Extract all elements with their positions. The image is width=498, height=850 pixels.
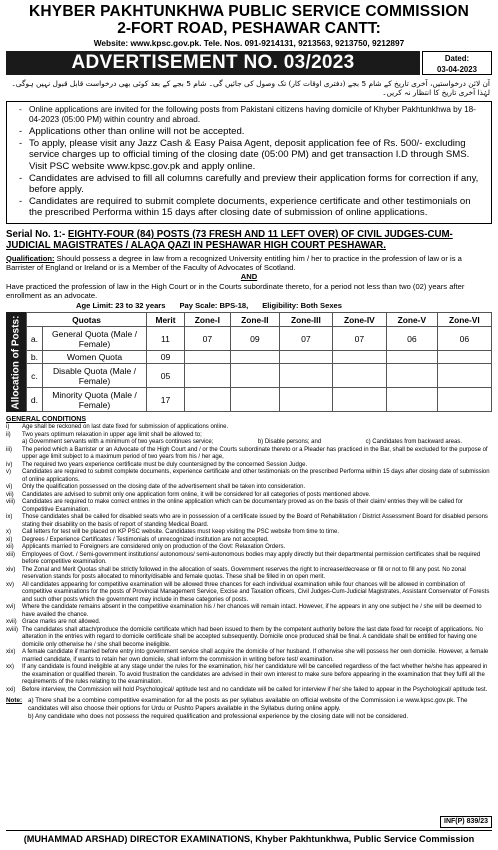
column-header: Merit xyxy=(147,313,185,327)
condition-number: xiii) xyxy=(6,551,15,558)
condition-text: Degrees / Experience Certificates / Testimonials of unrecognized institution are not accepted. xyxy=(22,536,269,543)
condition-item xyxy=(6,424,492,432)
general-conditions xyxy=(6,416,492,694)
general-conditions-title: GENERAL CONDITIONS xyxy=(6,416,86,424)
column-header: Zone-V xyxy=(387,313,438,327)
condition-text: Only the qualification possessed on the closing date of the advertisement shall be taken into consideration. xyxy=(22,484,306,491)
table-cell: 09 xyxy=(230,327,279,351)
row-index: a. xyxy=(27,327,43,351)
column-header: Zone-III xyxy=(279,313,332,327)
notice-item: - Candidates are required to submit complete documents, experience certificate and other testimonials on the prescribed Performa within 15 days after closing date of submission of online applications. xyxy=(17,196,483,218)
condition-item xyxy=(6,627,492,650)
serial-heading xyxy=(6,229,492,252)
row-index: b. xyxy=(27,351,43,364)
advert-banner xyxy=(6,51,492,75)
condition-text: A female candidate if married before entry into government service shall acquire the domicile of her husband. If otherwise she will possess her own domicile. However, a female married candidate, if wants to retain her own domicile, shall inform the commission in writing before test/ examination. xyxy=(22,649,489,663)
allocation-label-text: Allocation of Posts: xyxy=(10,315,22,410)
condition-number: xvi) xyxy=(6,604,16,611)
condition-number: v) xyxy=(6,469,11,476)
table-cell: 07 xyxy=(279,327,332,351)
note-a-text: a) There shall be a combine competitive examination for all the posts as per syllabus available on official website of the Commission i.e www.kpsc.gov.pk. The candidates will also choose their options for Urdu or Pushto Papers available in the Syllabus during online apply. xyxy=(28,697,468,712)
table-cell xyxy=(437,351,491,364)
condition-number: vi) xyxy=(6,484,13,491)
table-cell xyxy=(230,364,279,388)
serial-text: EIGHTY-FOUR (84) POSTS (73 FRESH AND 11 LEFT OVER) OF CIVIL JUDGES-CUM-JUDICIAL MAGISTRATES / ALAQA QAZI IN PESHAWAR HIGH COURT PESHAWAR. xyxy=(6,228,453,252)
condition-subitem: c) Candidates from backward areas. xyxy=(365,439,462,446)
condition-text: Candidates are required to submit complete documents, experience certificate and other testimonials on the prescribed Performa within 15 days after closing date of submission of online applications. xyxy=(22,469,490,483)
condition-text: Candidates are required to make correct entries in the online application which can be documentary proved as on the basis of their claim/ entries they will be called for Competitive Examination. xyxy=(22,499,463,513)
condition-item xyxy=(6,484,492,492)
condition-number: iii) xyxy=(6,446,12,453)
condition-item xyxy=(6,552,492,567)
condition-item xyxy=(6,492,492,500)
condition-item xyxy=(6,604,492,619)
table-row xyxy=(27,388,492,412)
allocation-side-label xyxy=(6,312,26,412)
column-header: Zone-II xyxy=(230,313,279,327)
condition-text: The candidates shall attach/produce the domicile certificate which had been issued to them by the competent authority before the last date fixed for receipt of applications. No alteration in the entries with regard to domicile certificate shall be accepted subsequently. Domicile once produced shall be final. A candidate shall be entitled for having one domicile only otherwise he / she shall become ineligible. xyxy=(22,626,483,648)
commission-address: 2-FORT ROAD, PESHAWAR CANTT: xyxy=(117,20,381,37)
table-header-row xyxy=(27,313,492,327)
table-cell xyxy=(184,388,230,412)
condition-number: iv) xyxy=(6,461,13,468)
condition-text: Before interview, the Commission will hold Psychological/ aptitude test and no candidate will be called for interview if he/ she failed to appear in the Psychological/ aptitude test. xyxy=(22,686,488,693)
condition-item xyxy=(6,529,492,537)
table-cell xyxy=(437,364,491,388)
condition-number: xix) xyxy=(6,649,16,656)
notice-item: - Online applications are invited for the following posts from Pakistani citizens having domicile of Khyber Pakhtunkhwa by 18-04-2023 (05:00 PM) within country and abroad. xyxy=(17,105,483,125)
note-label: Note: xyxy=(6,697,23,705)
column-header: Zone-IV xyxy=(332,313,386,327)
condition-subitem: a) Government servants with a minimum of two years continues service; xyxy=(22,439,214,446)
condition-text: Candidates are advised to submit only one application form online, it will be considered for all categories of posts mentioned above. xyxy=(22,491,371,498)
posts-allocation xyxy=(6,312,492,412)
table-cell xyxy=(387,351,438,364)
notice-box xyxy=(6,101,492,224)
condition-text: Age shall be reckoned on last date fixed for submission of applications online. xyxy=(22,424,229,431)
column-header: Zone-VI xyxy=(437,313,491,327)
condition-number: i) xyxy=(6,424,10,431)
table-cell xyxy=(332,364,386,388)
condition-number: xv) xyxy=(6,581,14,588)
condition-number: ii) xyxy=(6,431,11,438)
condition-item xyxy=(6,544,492,552)
condition-text: Call letters for test will be placed on KP PSC website. Candidates must keep visiting the PSC website from time to time. xyxy=(22,529,340,536)
qualification-label: Qualification: xyxy=(6,253,55,263)
table-row xyxy=(27,364,492,388)
table-cell: 07 xyxy=(332,327,386,351)
dated-box xyxy=(422,51,492,75)
inf-reference: INF(P) 839/23 xyxy=(440,816,492,828)
condition-item xyxy=(6,537,492,545)
table-cell xyxy=(230,388,279,412)
condition-subitems xyxy=(6,439,492,447)
column-header: Quotas xyxy=(27,313,147,327)
condition-item xyxy=(6,619,492,627)
table-cell: 09 xyxy=(147,351,185,364)
condition-number: xii) xyxy=(6,544,14,551)
table-row xyxy=(27,327,492,351)
qualification-text1: Should possess a degree in law from a recognized University entitling him / her to practice in the profession of law or is a Barrister of England or Ireland or is a Member of the Faculty of Advocates of Scotland. xyxy=(6,253,462,273)
quota-name: General Quota (Male / Female) xyxy=(43,327,147,351)
posts-table xyxy=(26,312,492,412)
row-index: d. xyxy=(27,388,43,412)
condition-item xyxy=(6,649,492,664)
table-cell xyxy=(230,351,279,364)
condition-text: Employees of Govt. / Semi-government institutions/ autonomous/ semi-autonomous bodies may apply directly but their departmental permission certificates shall be required before competitive examination. xyxy=(22,551,481,566)
row-index: c. xyxy=(27,364,43,388)
commission-title: KHYBER PAKHTUNKHWA PUBLIC SERVICE COMMISSION xyxy=(29,3,469,20)
condition-number: xiv) xyxy=(6,566,16,573)
condition-number: xviii) xyxy=(6,626,18,633)
table-cell xyxy=(279,364,332,388)
table-cell xyxy=(387,364,438,388)
condition-number: ix) xyxy=(6,514,13,521)
condition-item xyxy=(6,582,492,605)
table-cell xyxy=(332,351,386,364)
dated-value: 03-04-2023 xyxy=(437,65,477,74)
condition-text: Grace marks are not allowed. xyxy=(22,619,101,626)
table-cell: 11 xyxy=(147,327,185,351)
condition-number: xi) xyxy=(6,536,13,543)
condition-text: If any candidate is found ineligible at any stage under the rules for the examination, his/ her candidature will be cancelled regardless of the fact whether he/she has appeared in the examination or qualified therein. To avoid frustration the candidates are advised in their own interest to make sure before appearing in the examination that they fulfil all the requirements of the rules relating to the examination. xyxy=(22,664,488,686)
qualification xyxy=(6,254,492,301)
notice-item: - Applications other than online will not be accepted. xyxy=(17,126,483,137)
quota-name: Disable Quota (Male / Female) xyxy=(43,364,147,388)
note-a xyxy=(6,697,492,713)
condition-text: Those candidates shall be called for disabled seats who are in possession of a certificate issued by the Board of Rehabilitation / District Assessment Board for disabled persons stating their disability on the basis of report of standing Medical Board. xyxy=(22,514,488,528)
pay-scale: Pay Scale: BPS-18, xyxy=(179,300,249,310)
condition-text: All candidates appearing for competitive examination will be allowed three chances for each individual examination while four chances will be allowed in combination of competitive examinations for the posts of Provincial Management Service, Excise and Taxation officers, Civil Judges-Cum-Judicial Magistrates, Assistant Conservator of Forests and such other posts which the government may include in these categories of posts. xyxy=(22,581,490,603)
condition-text: Where the candidate remains absent in the competitive examination his / her chances will remain intact. However, if he appears in any one subject he / she will be deemed to have availed the chance. xyxy=(22,604,482,618)
condition-item xyxy=(6,567,492,582)
signature-footer: (MUHAMMAD ARSHAD) DIRECTOR EXAMINATIONS, Khyber Pakhtunkhwa, Public Service Commission xyxy=(6,830,492,846)
quota-name: Women Quota xyxy=(43,351,147,364)
condition-item xyxy=(6,447,492,462)
condition-number: x) xyxy=(6,529,11,536)
table-cell: 06 xyxy=(437,327,491,351)
serial-label: Serial No. 1:- xyxy=(6,228,66,240)
contact-line: Website: www.kpsc.gov.pk. Tele. Nos. 091-9214131, 9213563, 9213750, 9212897 xyxy=(93,38,405,48)
column-header: Zone-I xyxy=(184,313,230,327)
qualification-and: AND xyxy=(240,272,258,282)
age-limit: Age Limit: 23 to 32 years xyxy=(76,300,166,310)
table-cell xyxy=(332,388,386,412)
condition-text: Two years optimum relaxation in upper age limit shall be allowed to; xyxy=(22,431,202,438)
note-b: b) Any candidate who does not possess the required qualification and professional experience by the closing date will not be considered. xyxy=(28,712,409,720)
table-cell: 17 xyxy=(147,388,185,412)
quota-name: Minority Quota (Male / Female) xyxy=(43,388,147,412)
condition-item xyxy=(6,499,492,514)
condition-item xyxy=(6,664,492,687)
urdu-notice: آن لائن درخواستیں، آخری تاریخ کے شام 5 بجے (دفتری اوقات کار) تک وصول کی جائیں گی۔ شام 5 بجے کے بعد کوئی بھی درخواست قابل قبول نہیں ہوگی۔ لہٰذا آخری تاریخ کا انتظار نہ کریں۔ xyxy=(11,79,490,97)
header xyxy=(0,0,498,48)
requirements-row xyxy=(6,301,492,310)
table-cell xyxy=(279,351,332,364)
condition-number: xxi) xyxy=(6,686,16,693)
notice-item: - To apply, please visit any Jazz Cash & Easy Paisa Agent, deposit application fee of Rs. 500/- excluding service charges up to official timing of the closing date (05:00 PM) and get transaction I.D through SMS. Visit PSC website www.kpsc.gov.pk and apply online. xyxy=(17,138,483,172)
condition-number: xvii) xyxy=(6,619,17,626)
condition-item xyxy=(6,432,492,440)
condition-number: vii) xyxy=(6,491,14,498)
condition-item xyxy=(6,462,492,470)
table-cell: 06 xyxy=(387,327,438,351)
qualification-text2: Have practiced the profession of law in the High Court or in the Courts subordinate thereto, for a period not less than two (02) years after enrollment as an advocate. xyxy=(6,281,465,301)
table-cell xyxy=(387,388,438,412)
notice-item: - Candidates are advised to fill all columns carefully and preview their application forms for correction if any, before apply. xyxy=(17,173,483,195)
condition-text: The period which a Barrister or an Advocate of the High Court and / or the Courts subordinate thereto or a Pleader has practiced in the Bar, shall be excluded for the purpose of upper age limit subject to a maximum period of two years from his / her age, xyxy=(22,446,488,461)
condition-number: viii) xyxy=(6,499,15,506)
table-cell xyxy=(184,351,230,364)
table-cell xyxy=(437,388,491,412)
eligibility: Eligibility: Both Sexes xyxy=(262,300,342,310)
table-cell: 05 xyxy=(147,364,185,388)
dated-label: Dated: xyxy=(444,54,470,63)
table-row xyxy=(27,351,492,364)
condition-number: xx) xyxy=(6,664,14,671)
advert-title: ADVERTISEMENT NO. 03/2023 xyxy=(6,51,420,75)
table-cell xyxy=(184,364,230,388)
condition-item xyxy=(6,687,492,695)
condition-text: The required two years experience certificate must be duly countersigned by the concerned Session Judge. xyxy=(22,461,308,468)
condition-text: Applicants married to Foreigners are considered only on production of the Govt: Relaxation Orders. xyxy=(22,544,286,551)
table-cell xyxy=(279,388,332,412)
condition-item xyxy=(6,469,492,484)
condition-item xyxy=(6,514,492,529)
table-cell: 07 xyxy=(184,327,230,351)
condition-text: The Zonal and Merit Quotas shall be strictly followed in the allocation of seats. Government reserves the right to increase/decrease or fill or not to fill any post. No zonal reservation stands for posts allocated to minority/disable and female quotas. These shall be filled in on open merit. xyxy=(22,566,466,581)
qualification-and-row xyxy=(6,272,492,281)
condition-subitem: b) Disable persons; and xyxy=(257,439,322,446)
